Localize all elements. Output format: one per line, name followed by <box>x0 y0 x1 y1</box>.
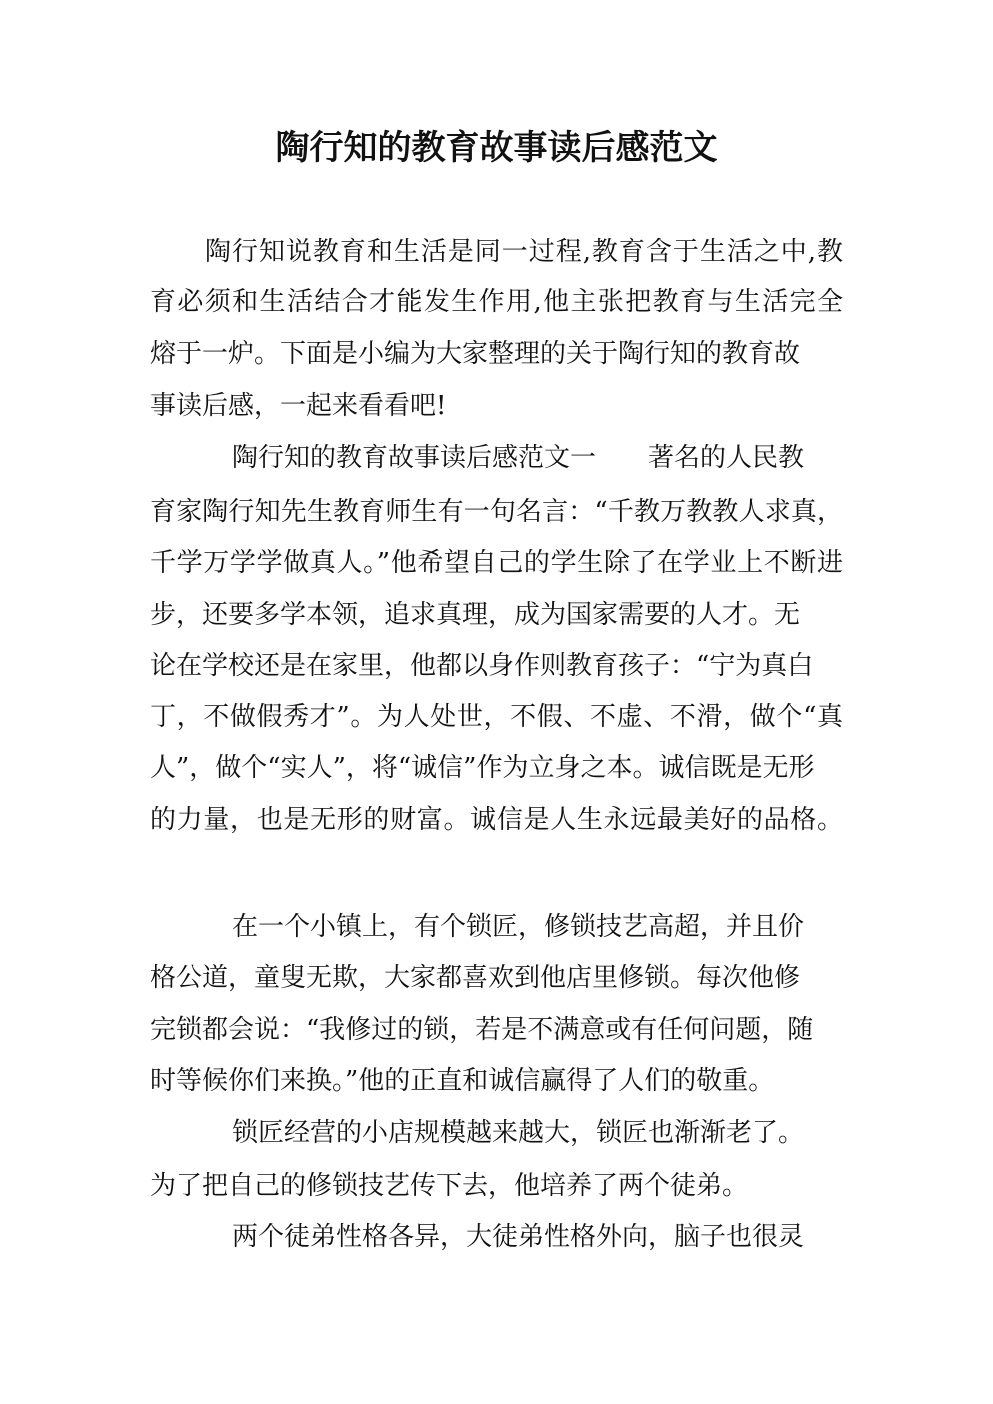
text-line: 步，还要多学本领，追求真理，成为国家需要的人才。无 <box>150 600 801 630</box>
text-line: 的力量，也是无形的财富。诚信是人生永远最美好的品格。 <box>150 805 843 835</box>
text-line: 论在学校还是在家里，他都以身作则教育孩子：“宁为真白 <box>150 651 814 681</box>
document-title: 陶行知的教育故事读后感范文 <box>275 128 718 168</box>
text-line: 在一个小镇上，有个锁匠，修锁技艺高超，并且价 <box>232 912 805 942</box>
text-line: 锁匠经营的小店规模越来越大，锁匠也渐渐老了。 <box>232 1118 805 1148</box>
text-line: 熔于一炉。下面是小编为大家整理的关于陶行知的教育故 <box>150 339 801 369</box>
text-line: 千学万学学做真人。”他希望自己的学生除了在学业上不断进 <box>150 548 843 578</box>
text-line: 完锁都会说：“我修过的锁，若是不满意或有任何问题，随 <box>150 1015 814 1045</box>
text-line: 为了把自己的修锁技艺传下去，他培养了两个徒弟。 <box>150 1171 749 1201</box>
text-line: 格公道，童叟无欺，大家都喜欢到他店里修锁。每次他修 <box>150 963 801 993</box>
text-line: 陶行知的教育故事读后感范文一 著名的人民教 <box>232 443 805 473</box>
text-line: 陶行知说教育和生活是同一过程,教育含于生活之中,教 <box>205 237 843 267</box>
text-line: 时等候你们来换。”他的正直和诚信赢得了人们的敬重。 <box>150 1066 775 1096</box>
text-line: 两个徒弟性格各异，大徒弟性格外向，脑子也很灵 <box>232 1222 805 1252</box>
text-line: 育必须和生活结合才能发生作用,他主张把教育与生活完全 <box>150 287 843 317</box>
text-line: 人”，做个“实人”，将“诚信”作为立身之本。诚信既是无形 <box>150 753 815 783</box>
text-line: 事读后感，一起来看看吧! <box>150 391 447 421</box>
text-line: 丁，不做假秀才”。为人处世，不假、不虚、不滑，做个“真 <box>150 702 843 732</box>
text-line: 育家陶行知先生教育师生有一句名言：“千教万教教人求真， <box>150 497 843 527</box>
